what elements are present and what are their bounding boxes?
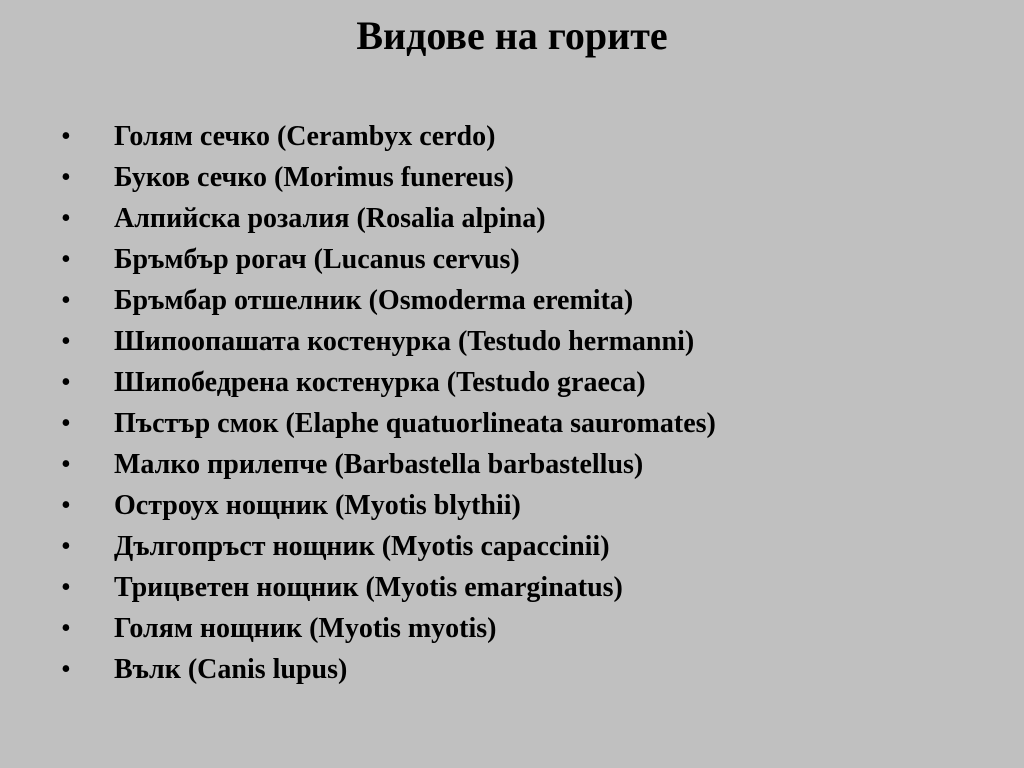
species-name: Трицветен нощник (Myotis emarginatus) bbox=[114, 572, 623, 603]
bullet-icon: • bbox=[61, 613, 71, 644]
species-name: Голям сечко (Cerambyx cerdo) bbox=[114, 121, 496, 152]
species-name: Бръмбар отшелник (Osmoderma eremita) bbox=[114, 285, 634, 316]
species-name: Шипобедрена костенурка (Testudo graeca) bbox=[114, 367, 646, 398]
bullet-icon: • bbox=[61, 121, 71, 152]
bullet-icon: • bbox=[61, 367, 71, 398]
bullet-icon: • bbox=[61, 531, 71, 562]
species-name: Голям нощник (Myotis myotis) bbox=[114, 613, 497, 644]
species-name: Пъстър смок (Elaphe quatuorlineata sauromates) bbox=[114, 408, 716, 439]
species-name: Малко прилепче (Barbastella barbastellus) bbox=[114, 449, 644, 480]
species-name: Вълк (Canis lupus) bbox=[114, 654, 348, 685]
species-name: Бръмбър рогач (Lucanus cervus) bbox=[114, 244, 520, 275]
species-name: Буков сечко (Morimus funereus) bbox=[114, 162, 514, 193]
bullet-icon: • bbox=[61, 654, 71, 685]
bullet-icon: • bbox=[61, 408, 71, 439]
slide-title: Видове на горите bbox=[356, 13, 668, 58]
bullet-icon: • bbox=[61, 449, 71, 480]
species-name: Шипоопашата костенурка (Testudo hermanni) bbox=[114, 326, 695, 357]
bullet-icon: • bbox=[61, 162, 71, 193]
bullet-icon: • bbox=[61, 572, 71, 603]
species-name: Остроух нощник (Myotis blythii) bbox=[114, 490, 521, 521]
species-name: Дългопръст нощник (Myotis capaccinii) bbox=[114, 531, 610, 562]
bullet-icon: • bbox=[61, 203, 71, 234]
species-name: Алпийска розалия (Rosalia alpina) bbox=[114, 203, 546, 234]
bullet-icon: • bbox=[61, 326, 71, 357]
bullet-icon: • bbox=[61, 490, 71, 521]
bullet-icon: • bbox=[61, 285, 71, 316]
bullet-icon: • bbox=[61, 244, 71, 275]
